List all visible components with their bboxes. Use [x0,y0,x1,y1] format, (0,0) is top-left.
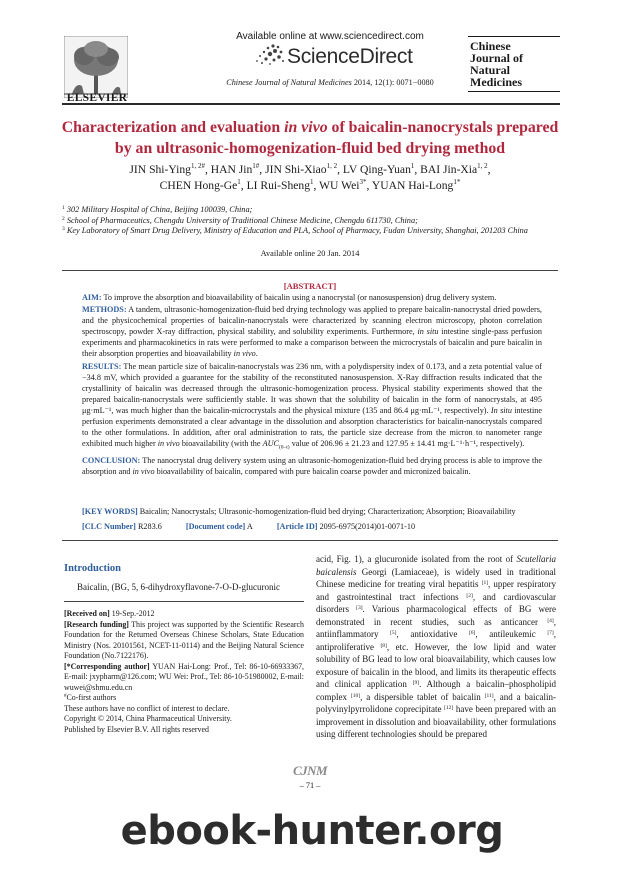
intro-text: , antioxidative [396,629,469,639]
affiliation-number: 1 [62,205,65,211]
citation-ref[interactable]: [11] [484,692,494,699]
journal-box-top-rule [468,36,560,37]
corresponding-text: YUAN Hai-Long: Prof., Tel: 86-10-66933367, E-mail: jxypharm@126.com; WU Wei: Prof., Tel: 86-10-51980002, E-mail: wuwei@shmu.edu.cn [64,661,304,692]
affiliation-number: 2 [62,215,65,222]
citation-ref[interactable]: [8] [380,642,387,649]
doc-label: [Document code] [185,522,246,531]
intro-text: , etc. However, the low lipid and water solubility of BG lead to low oral bioavailability, which causes low exposure of baicalin in the blood, and limits its therapeutic effects and clinical application [316,641,556,689]
citation-ref[interactable]: [12] [444,705,454,711]
abstract-body [82,292,542,478]
classification-line [82,522,542,531]
results-text: value of 206.96 ± 21.23 and 127.95 ± 14.41 mg·L⁻¹·h⁻¹, respectively). [289,439,525,449]
conclusion-text: The nanocrystal drug delivery system using an ultrasonic-homogenization-fluid bed drying process is able to improve the absorption and [82,455,542,477]
intro-paragraph-start: Baicalin, (BG, 5, 6-dihydroxyflavone-7-O-D-glucuronic [77,582,280,592]
author-affiliation-mark: 1, 2 [326,162,338,170]
author-name: JIN Shi-Xiao [265,163,327,176]
publisher-name: ELSEVIER [66,92,128,104]
affiliation-text: School of Pharmaceutics, Chengdu University of Traditional Chinese Medicine, Chengdu 611730, China; [64,215,418,225]
corresponding-label: [*Corresponding author] [64,661,150,671]
affiliation-number: 3 [62,226,65,233]
abstract-aim [82,292,542,303]
conclusion-italic: in vivo [132,467,155,477]
author-affiliation-mark: 1# [252,162,260,170]
published-note: Published by Elsevier B.V. All rights reserved [64,724,209,734]
article-notes [64,609,304,735]
cofirst-note [64,693,304,704]
funding-note [64,620,304,662]
citation-ref[interactable]: [10] [350,692,361,699]
article-id-label: [Article ID] [276,522,318,531]
watermark-text: ebook-hunter.org [120,808,504,854]
methods-italic: in situ [417,327,439,337]
intro-text: . Although a baicalin–phospholipid complex [316,679,556,702]
article-title [60,117,560,159]
title-italic-text: in vivo [284,119,328,136]
abstract-results [82,361,542,454]
received-date: 19-Sep.-2012 [109,609,155,618]
title-text: of baicalin-nanocrystals prepared by an ultrasonic-homogenization-fluid bed drying method [114,119,559,157]
journal-box-line: Chinese [470,39,511,53]
intro-text: , and cardiovascular disorders [316,591,556,614]
cofirst-mark: # [64,694,67,699]
cofirst-text: Co-first authors [66,693,117,702]
clc-value: R283.6 [137,522,162,531]
author-affiliation-mark: 1 [237,178,241,186]
author-name: JIN Shi-Ying [129,163,191,176]
citation-ref[interactable]: [2] [466,592,473,599]
page-number: – 71 – [299,781,321,790]
author-affiliation-mark: 1* [453,178,461,186]
corresponding-note [64,662,304,694]
conclusion-label: CONCLUSION: [82,455,141,465]
intro-text: Georgi (Lamiaceae), is widely used in traditional Chinese medicine for treating viral hepatitis [316,566,556,589]
author-list: JIN Shi-Ying$^{1, 2\#}$, HAN Jin$^{1\#}$, JIN Shi-Xiao$^{1, 2}$, LV Qing-Yuan$^1$, BAI Jin-Xia$^{1, 2}$, CHEN Hong-Ge$^1$, LI Rui-Sheng$^1$, WU Wei$^{3*}$, YUAN Hai-Long$^{1*}$ [129,162,491,192]
affiliation-item [62,216,558,227]
aim-text: To improve the absorption and bioavailability of baicalin using a nanocrystal (or nanosuspension) drug delivery system. [103,293,497,302]
abstract-top-rule [62,270,558,271]
journal-name: Chinese Journal of Natural Medicines [226,78,352,87]
abstract-heading: [ABSTRACT] [283,281,337,291]
sciencedirect-dots-icon [253,43,287,65]
author-name: LV Qing-Yuan [342,163,411,176]
copyright-note: Copyright © 2014, China Pharmaceutical University. [64,714,232,723]
methods-label: METHODS: [82,305,127,315]
author-name: CHEN Hong-Ge [159,179,238,192]
conflict-note: These authors have no conflict of interest to declare. [64,703,230,713]
intro-text: , antiproliferative [316,629,556,652]
affiliations [62,205,558,237]
abstract-conclusion [82,455,542,477]
cjnm-footer-logo: CJNM [292,763,328,778]
intro-paragraph-continued [316,553,556,741]
keywords-text: Baicalin; Nanocrystals; Ultrasonic-homogenization-fluid bed drying; Characterization; Absorption; Bioavailability [139,507,516,516]
author-name: WU Wei [319,179,360,192]
clc-label: [CLC Number] [82,522,136,531]
intro-text: , antileukemic [475,629,548,639]
clc-number [82,522,162,531]
results-italic: in vivo [157,439,180,449]
intro-text: acid, Fig. 1), a glucuronide isolated from the root of [316,554,517,564]
doc-value: A [246,522,253,531]
available-online-date: Available online 20 Jan. 2014 [260,249,360,258]
conclusion-text: bioavailability of baicalin, compared with pure baicalin coarse powder and micronized baicalin. [154,467,471,477]
received-note [64,609,304,620]
header-divider [62,103,560,105]
citation-ref[interactable]: [3] [356,605,363,611]
results-label: RESULTS: [82,361,122,371]
aim-label: AIM: [82,293,102,302]
abstract-methods [82,304,542,359]
funding-label: [Research funding] [64,619,129,629]
journal-box-bottom-rule [468,91,560,92]
intro-text: , and a baicalin-polyvinylpyrrolidone coprecipitate [316,691,556,714]
results-auc-sub: (0–t) [278,444,290,451]
author-name: HAN Jin [210,163,253,176]
journal-box-title [470,40,560,88]
keywords-label: [KEY WORDS] [82,507,138,516]
author-name: BAI Jin-Xia [420,163,478,176]
results-text: The mean particle size of baicalin-nanocrystals was 236 nm, with a polydispersity index of 0.173, and a zeta potential value of −34.8 mV, which provided a guarantee for the stability of the reconstituted nanosuspension. X-Ray diffraction results indicated that the crystallinity of baicalin was decreased through the ultrasonic-homogenization process. Physical stability experiments showed that the prepared baicalin-nanocrystals were sufficiently stable. It was shown that the solubility of baicalin in the form of nanocrystals, at 495 μg·mL⁻¹, was much higher than the baicalin-microcrystals and the physical mixture (135 and 86.4 μg·mL⁻¹, respectively). [82,361,542,415]
intro-text: . Various pharmacological effects of BG were demonstrated in recent studies, such as anticancer [316,604,556,627]
affiliation-text: 302 Military Hospital of China, Beijing 100039, China; [64,205,253,214]
citation-ref[interactable]: [6] [468,630,476,636]
citation-ref[interactable]: [4] [547,617,554,624]
elsevier-tree-logo [64,36,128,98]
sciencedirect-wordmark: ScienceDirect [287,45,413,68]
title-text: Characterization and evaluation [61,119,285,136]
abstract-bottom-rule [62,540,558,541]
journal-box-line: Journal of [470,51,524,65]
journal-citation-details: 2014, 12(1): 0071−0080 [353,78,434,87]
intro-text: have been prepared with an improvement in dissolution and bioavailability, other formulations using different technologies should be prepared [316,704,557,739]
citation-ref[interactable]: [9] [412,680,420,686]
funding-text: This project was supported by the Scientific Research Foundation for the Returned Overseas Chinese Scholars, State Education Ministry (Nos. 20101561, NCET-11-0114) and the Beijing Natural Science Foundation (No.7122176). [64,619,304,660]
journal-box-line: Natural [470,63,510,77]
author-affiliation-mark: 1 [310,178,314,186]
methods-text: . [255,349,258,359]
intro-text: , antiinflammatory [316,616,556,639]
journal-box-line: Medicines [470,75,522,89]
author-affiliation-mark: 1 [410,162,415,170]
author-affiliation-mark: 3* [359,178,367,186]
results-text: intestine perfusion experiments demonstrated a clear advantage in the dissolution and absorption characteristics for baicalin-nanocrystals compared to the other formulations. In addition, after oral administration to rats, the particle size decrease from the micron to nanometer range exhibited much higher [82,405,542,449]
citation-ref[interactable]: [1] [481,580,489,586]
results-text: bioavailability (with the [179,439,263,449]
author-affiliation-mark: 1, 2 [477,162,488,170]
citation-ref[interactable]: [5] [390,630,397,636]
affiliation-item [62,205,558,216]
available-online-line: Available online at www.sciencedirect.com [236,31,424,42]
methods-text: intestine single-pass perfusion experiments and pharmacokinetics in rats were performed to make a comparison between the microcrystals of baicalin and pure baicalin in their absorption properties and bioavailability [82,327,542,359]
article-id-value: 2095-6975(2014)01-0071-10 [319,522,416,531]
affiliation-text: Key Laboratory of Smart Drug Delivery, Ministry of Education and PLA, School of Pharmacy, Fudan University, Shanghai, 201203 China [64,226,528,236]
author-name: LI Rui-Sheng [246,179,310,192]
received-label: [Received on] [64,609,110,618]
introduction-heading: Introduction [64,563,121,574]
article-id [277,522,415,531]
author-name: YUAN Hai-Long [371,179,454,192]
intro-text: , a dispersible tablet of baicalin [360,691,485,702]
journal-citation [190,78,470,87]
citation-ref[interactable]: [7] [547,630,554,636]
affiliation-item [62,226,558,237]
footnote-rule [64,601,304,602]
methods-text: A tandem, ultrasonic-homogenization-fluid bed drying technology was applied to prepare baicalin-nanocrystal dried powders, and the physicochemical properties of baicalin-nanocrystals were characterized by scanning electron microscopy, photon correlation spectroscopy, powder X-ray diffraction, physical stability, and solubility experiments. Furthermore, [82,305,542,337]
author-affiliation-mark: 1, 2# [190,162,205,170]
results-italic: In situ [490,405,512,415]
intro-text: Scutellaria baicalensis [316,554,556,577]
methods-italic: in vivo [233,349,256,359]
intro-text: , upper respiratory and gastrointestinal tract infections [316,579,556,602]
results-auc: AUC [262,439,279,449]
document-code [186,522,253,531]
keywords-line [82,507,542,516]
